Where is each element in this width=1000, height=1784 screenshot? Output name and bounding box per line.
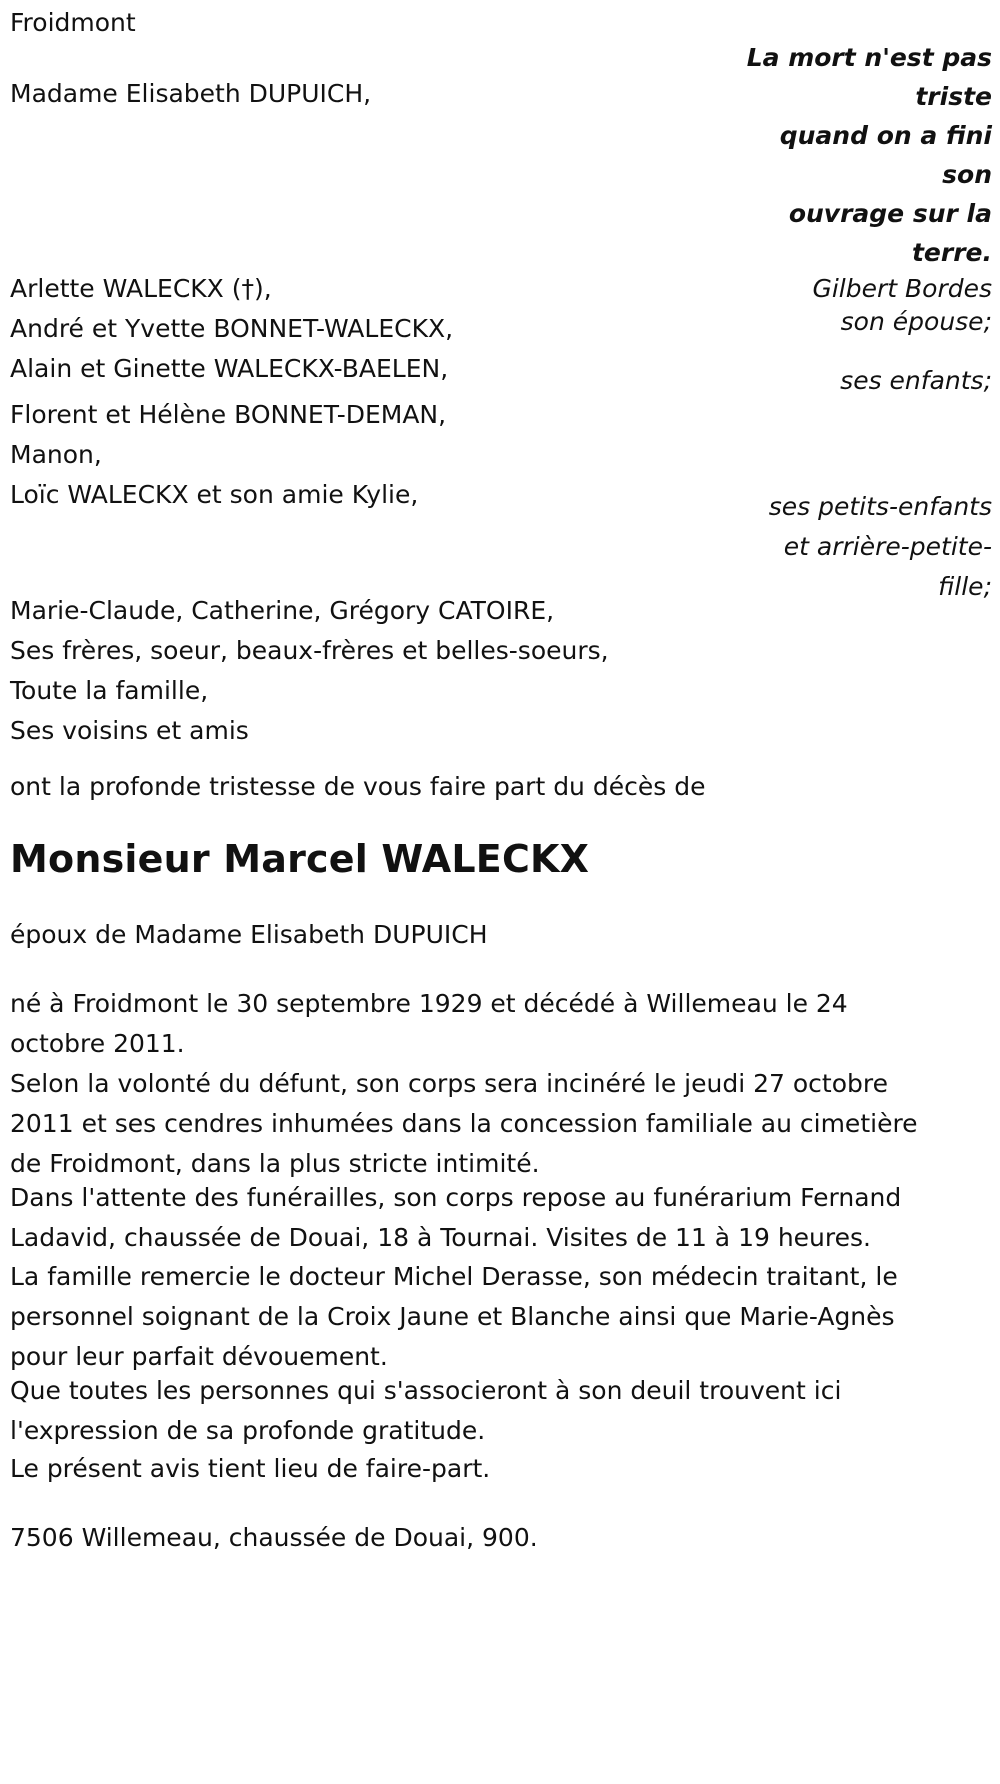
quote-block — [732, 38, 992, 338]
other-mourner: Ses frères, soeur, beaux-frères et belles-soeurs, — [10, 636, 609, 665]
notice-paragraph — [10, 1449, 985, 1489]
cremation-paragraph — [10, 1064, 985, 1184]
quote-line: La mort n'est pas — [746, 43, 992, 72]
other-mourner: Ses voisins et amis — [10, 716, 249, 745]
address-text: 7506 Willemeau, chaussée de Douai, 900. — [10, 1523, 538, 1552]
paragraph-line: personnel soignant de la Croix Jaune et Blanche ainsi que Marie-Agnès — [10, 1302, 895, 1331]
child-name: Alain et Ginette WALECKX-BAELEN, — [10, 354, 449, 383]
paragraph-line: l'expression de sa profonde gratitude. — [10, 1416, 486, 1445]
paragraph-line: Dans l'attente des funérailles, son corps repose au funérarium Fernand — [10, 1183, 902, 1212]
child-name: Arlette WALECKX (†), — [10, 274, 272, 303]
grandchild-name: Florent et Hélène BONNET-DEMAN, — [10, 400, 447, 429]
spouse-name: Madame Elisabeth DUPUICH, — [10, 79, 372, 108]
funerarium-paragraph — [10, 1178, 985, 1258]
spouse-relation: son épouse; — [840, 307, 992, 336]
paragraph-line: pour leur parfait dévouement. — [10, 1342, 388, 1371]
paragraph-line: octobre 2011. — [10, 1029, 185, 1058]
paragraph-line: de Froidmont, dans la plus stricte intimité. — [10, 1149, 540, 1178]
spouse-of-text: époux de Madame Elisabeth DUPUICH — [10, 920, 488, 949]
quote-line: terre. — [911, 238, 992, 267]
gratitude-paragraph — [10, 1371, 985, 1451]
paragraph-line: Le présent avis tient lieu de faire-part. — [10, 1454, 491, 1483]
place-heading: Froidmont — [10, 8, 136, 37]
quote-line: triste — [915, 82, 992, 111]
paragraph-line: Que toutes les personnes qui s'associeront à son deuil trouvent ici — [10, 1376, 842, 1405]
grandchild-name: Manon, — [10, 440, 102, 469]
paragraph-line: Ladavid, chaussée de Douai, 18 à Tournai. Visites de 11 à 19 heures. — [10, 1223, 871, 1252]
birth-death-paragraph — [10, 984, 985, 1064]
quote-line: ouvrage sur la — [788, 199, 992, 228]
other-mourner: Marie-Claude, Catherine, Grégory CATOIRE, — [10, 596, 555, 625]
grandchildren-relation — [692, 487, 992, 607]
grandchild-name: Loïc WALECKX et son amie Kylie, — [10, 480, 419, 509]
paragraph-line: Selon la volonté du défunt, son corps sera incinéré le jeudi 27 octobre — [10, 1069, 888, 1098]
quote-author: Gilbert Bordes — [812, 274, 992, 303]
children-relation: ses enfants; — [840, 366, 992, 395]
grandchildren-group — [10, 395, 446, 515]
grandchildren-relation-line: et arrière-petite- — [783, 532, 992, 561]
other-mourner: Toute la famille, — [10, 676, 209, 705]
thanks-paragraph — [10, 1257, 985, 1377]
children-group — [10, 269, 453, 389]
child-name: André et Yvette BONNET-WALECKX, — [10, 314, 454, 343]
grandchildren-relation-line: ses petits-enfants — [768, 492, 992, 521]
paragraph-line: 2011 et ses cendres inhumées dans la concession familiale au cimetière — [10, 1109, 918, 1138]
paragraph-line: né à Froidmont le 30 septembre 1929 et décédé à Willemeau le 24 — [10, 989, 848, 1018]
announcement-text: ont la profonde tristesse de vous faire part du décès de — [10, 772, 706, 801]
grandchildren-relation-line: fille; — [938, 572, 992, 601]
others-group — [10, 591, 609, 751]
paragraph-line: La famille remercie le docteur Michel Derasse, son médecin traitant, le — [10, 1262, 898, 1291]
deceased-name: Monsieur Marcel WALECKX — [10, 837, 590, 881]
quote-line: quand on a fini son — [779, 121, 992, 189]
